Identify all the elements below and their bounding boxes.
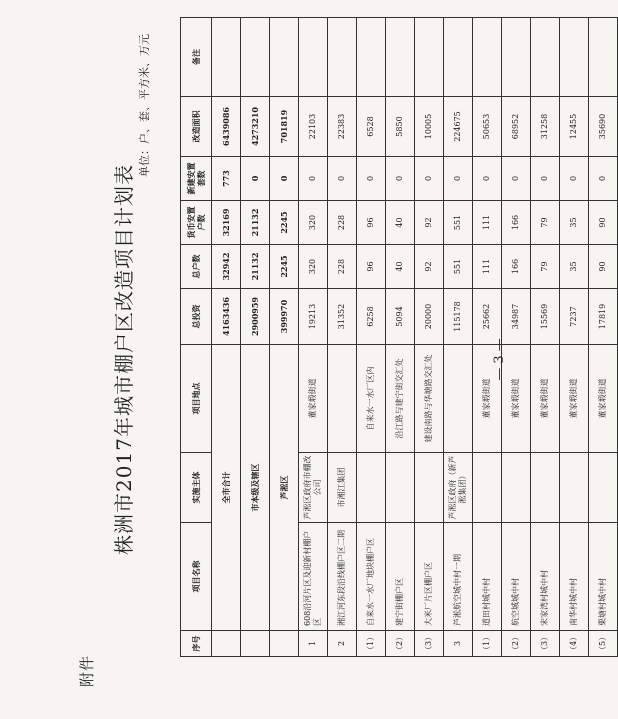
implementing-entity xyxy=(560,453,589,523)
total-households: 40 xyxy=(386,245,415,289)
row-name: 市本级及辖区 xyxy=(241,345,270,631)
implementing-entity: 市湘江集团 xyxy=(328,453,357,523)
table-row xyxy=(560,18,589,657)
renovation-area: 50653 xyxy=(473,97,502,157)
table-row xyxy=(589,18,618,657)
table-row xyxy=(415,18,444,657)
remarks xyxy=(444,18,473,97)
project-name: 芦淞航空城中村一期 xyxy=(444,523,473,631)
attachment-label: 附件 xyxy=(78,654,96,687)
remarks xyxy=(357,18,386,97)
project-name: 栗塘村城中村 xyxy=(589,523,618,631)
implementing-entity: 芦淞区政府市棚改公司 xyxy=(299,453,328,523)
total-households: 228 xyxy=(328,245,357,289)
row-index: （2） xyxy=(386,631,415,657)
row-name: 芦淞区 xyxy=(270,345,299,631)
header-cell: 实施主体 xyxy=(181,453,212,523)
implementing-entity xyxy=(531,453,560,523)
new-units: 773 xyxy=(212,157,241,201)
remarks xyxy=(386,18,415,97)
row-name: 全市合计 xyxy=(212,345,241,631)
table-row xyxy=(357,18,386,657)
total-investment: 115178 xyxy=(444,289,473,345)
renovation-area: 31258 xyxy=(531,97,560,157)
remarks xyxy=(589,18,618,97)
monetary-households: 320 xyxy=(299,201,328,245)
total-households: 92 xyxy=(415,245,444,289)
implementing-entity xyxy=(386,453,415,523)
remarks xyxy=(560,18,589,97)
monetary-households: 79 xyxy=(531,201,560,245)
project-location: 董家塅街道 xyxy=(560,345,589,453)
renovation-area: 6439086 xyxy=(212,97,241,157)
monetary-households: 40 xyxy=(386,201,415,245)
project-name: 大米厂片区棚户区 xyxy=(415,523,444,631)
new-units: 0 xyxy=(531,157,560,201)
project-location: 董家塅街道 xyxy=(531,345,560,453)
row-index: （3） xyxy=(531,631,560,657)
monetary-households: 35 xyxy=(560,201,589,245)
total-households: 35 xyxy=(560,245,589,289)
new-units: 0 xyxy=(270,157,299,201)
remarks xyxy=(299,18,328,97)
header-cell: 新建安置套数 xyxy=(181,157,212,201)
total-households: 166 xyxy=(502,245,531,289)
total-investment: 6258 xyxy=(357,289,386,345)
header-cell: 改造面积 xyxy=(181,97,212,157)
total-investment: 20000 xyxy=(415,289,444,345)
project-location: 沿江路与建宁街交汇处 xyxy=(386,345,415,453)
total-households: 79 xyxy=(531,245,560,289)
project-location: 自来水一水厂区内 xyxy=(357,345,386,453)
row-index: （5） xyxy=(589,631,618,657)
project-location xyxy=(444,345,473,453)
new-units: 0 xyxy=(560,157,589,201)
project-location: 董家塅街道 xyxy=(473,345,502,453)
renovation-area: 224675 xyxy=(444,97,473,157)
row-index: （4） xyxy=(560,631,589,657)
monetary-households: 90 xyxy=(589,201,618,245)
renovation-area: 68952 xyxy=(502,97,531,157)
new-units: 0 xyxy=(241,157,270,201)
remarks xyxy=(270,18,299,97)
total-investment: 17819 xyxy=(589,289,618,345)
remarks xyxy=(328,18,357,97)
project-name: 南华村城中村 xyxy=(560,523,589,631)
row-index: （3） xyxy=(415,631,444,657)
row-index xyxy=(241,631,270,657)
row-index xyxy=(270,631,299,657)
total-investment: 31352 xyxy=(328,289,357,345)
renovation-area: 5850 xyxy=(386,97,415,157)
summary-row xyxy=(241,18,270,657)
project-name: 道田村城中村 xyxy=(473,523,502,631)
monetary-households: 92 xyxy=(415,201,444,245)
new-units: 0 xyxy=(357,157,386,201)
row-index: 2 xyxy=(328,631,357,657)
new-units: 0 xyxy=(328,157,357,201)
new-units: 0 xyxy=(415,157,444,201)
total-investment: 2900959 xyxy=(241,289,270,345)
project-location: 董家塅街道 xyxy=(502,345,531,453)
remarks xyxy=(241,18,270,97)
table-row xyxy=(444,18,473,657)
renovation-area: 22103 xyxy=(299,97,328,157)
remarks xyxy=(415,18,444,97)
summary-row xyxy=(212,18,241,657)
row-index: 3 xyxy=(444,631,473,657)
header-cell: 备注 xyxy=(181,18,212,97)
row-index xyxy=(212,631,241,657)
project-location: 董家塅街道 xyxy=(589,345,618,453)
project-name: 宋家湾村城中村 xyxy=(531,523,560,631)
implementing-entity: 芦淞区政府（新芦淞集团） xyxy=(444,453,473,523)
total-households: 21132 xyxy=(241,245,270,289)
new-units: 0 xyxy=(502,157,531,201)
project-location: 建设南路与华塘路交汇处 xyxy=(415,345,444,453)
header-cell: 项目名称 xyxy=(181,523,212,631)
page-number: — 3 — xyxy=(492,338,507,381)
new-units: 0 xyxy=(473,157,502,201)
project-name: 航空城城中村 xyxy=(502,523,531,631)
row-index: （1） xyxy=(357,631,386,657)
renovation-area: 10005 xyxy=(415,97,444,157)
project-name: 建宁街棚户区 xyxy=(386,523,415,631)
implementing-entity xyxy=(589,453,618,523)
total-households: 551 xyxy=(444,245,473,289)
renovation-area: 6528 xyxy=(357,97,386,157)
monetary-households: 32169 xyxy=(212,201,241,245)
monetary-households: 228 xyxy=(328,201,357,245)
total-households: 90 xyxy=(589,245,618,289)
row-index: 1 xyxy=(299,631,328,657)
renovation-area: 35690 xyxy=(589,97,618,157)
total-households: 320 xyxy=(299,245,328,289)
renovation-area: 12455 xyxy=(560,97,589,157)
project-name: 湘江河东段沿线棚户区二期 xyxy=(328,523,357,631)
table-row xyxy=(531,18,560,657)
page-title: 株洲市2017年城市棚户区改造项目计划表 xyxy=(112,164,136,555)
new-units: 0 xyxy=(444,157,473,201)
monetary-households: 2245 xyxy=(270,201,299,245)
header-cell: 总户数 xyxy=(181,245,212,289)
renovation-area: 4273210 xyxy=(241,97,270,157)
total-investment: 25662 xyxy=(473,289,502,345)
total-investment: 7237 xyxy=(560,289,589,345)
monetary-households: 96 xyxy=(357,201,386,245)
renovation-area: 701819 xyxy=(270,97,299,157)
total-investment: 19213 xyxy=(299,289,328,345)
total-households: 111 xyxy=(473,245,502,289)
unit-note: 单位：户、套、平方米、万元 xyxy=(138,34,151,177)
header-cell: 总投资 xyxy=(181,289,212,345)
header-cell: 货币安置户数 xyxy=(181,201,212,245)
new-units: 0 xyxy=(386,157,415,201)
plan-table xyxy=(180,17,618,657)
new-units: 0 xyxy=(299,157,328,201)
total-households: 2245 xyxy=(270,245,299,289)
table-row xyxy=(299,18,328,657)
monetary-households: 111 xyxy=(473,201,502,245)
header-cell: 项目地点 xyxy=(181,345,212,453)
header-cell: 序号 xyxy=(181,631,212,657)
renovation-area: 22383 xyxy=(328,97,357,157)
implementing-entity xyxy=(357,453,386,523)
project-location xyxy=(328,345,357,453)
total-households: 32942 xyxy=(212,245,241,289)
project-name: 608沿河片区及迎新村棚户区 xyxy=(299,523,328,631)
total-investment: 34987 xyxy=(502,289,531,345)
total-investment: 15569 xyxy=(531,289,560,345)
row-index: （1） xyxy=(473,631,502,657)
total-households: 96 xyxy=(357,245,386,289)
monetary-households: 21132 xyxy=(241,201,270,245)
monetary-households: 166 xyxy=(502,201,531,245)
total-investment: 5094 xyxy=(386,289,415,345)
total-investment: 399970 xyxy=(270,289,299,345)
remarks xyxy=(212,18,241,97)
row-index: （2） xyxy=(502,631,531,657)
remarks xyxy=(531,18,560,97)
project-location: 董家塅街道 xyxy=(299,345,328,453)
project-name: 自来水一水厂地块棚户区 xyxy=(357,523,386,631)
implementing-entity xyxy=(415,453,444,523)
table-row xyxy=(328,18,357,657)
new-units: 0 xyxy=(589,157,618,201)
table-row xyxy=(386,18,415,657)
summary-row xyxy=(270,18,299,657)
monetary-households: 551 xyxy=(444,201,473,245)
total-investment: 4163436 xyxy=(212,289,241,345)
header-row xyxy=(181,18,212,657)
